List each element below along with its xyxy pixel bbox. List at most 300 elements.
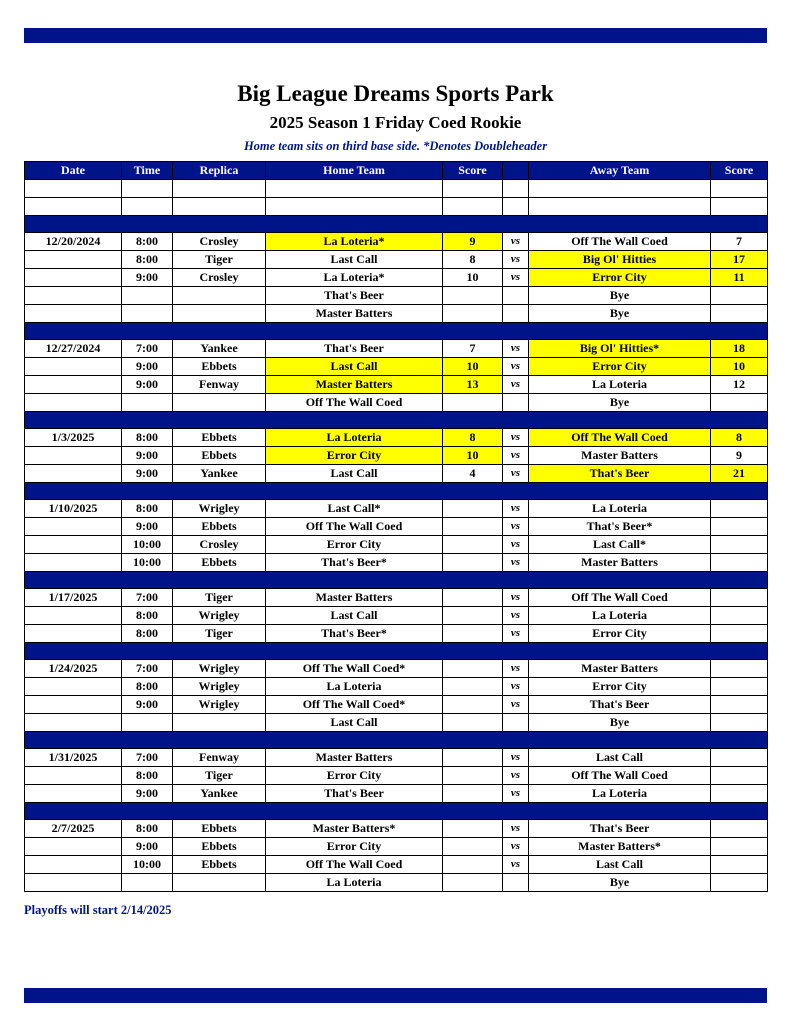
vs-cell: vs (503, 607, 529, 625)
away-team-cell: Big Ol' Hitties (529, 251, 711, 269)
home-score-cell (443, 696, 503, 714)
home-score-cell (443, 305, 503, 323)
vs-cell (503, 394, 529, 412)
time-cell: 10:00 (122, 536, 173, 554)
home-score-cell: 8 (443, 429, 503, 447)
away-team-cell: Off The Wall Coed (529, 767, 711, 785)
away-score-cell: 18 (711, 340, 768, 358)
replica-cell: Ebbets (173, 838, 266, 856)
away-score-cell: 11 (711, 269, 768, 287)
time-cell: 9:00 (122, 838, 173, 856)
home-score-cell (443, 785, 503, 803)
home-team-cell: Master Batters (266, 305, 443, 323)
home-score-cell (443, 820, 503, 838)
game-row (25, 465, 768, 483)
replica-cell: Crosley (173, 269, 266, 287)
home-team-cell: Error City (266, 838, 443, 856)
home-team-cell: Off The Wall Coed (266, 518, 443, 536)
away-team-cell: La Loteria (529, 607, 711, 625)
date-cell (25, 714, 122, 732)
date-cell (25, 554, 122, 572)
time-cell: 9:00 (122, 696, 173, 714)
replica-cell: Fenway (173, 376, 266, 394)
date-cell (25, 625, 122, 643)
date-cell (25, 607, 122, 625)
column-header-replica: Replica (173, 162, 266, 180)
home-score-cell (443, 749, 503, 767)
away-team-cell: Bye (529, 305, 711, 323)
replica-cell: Yankee (173, 465, 266, 483)
top-divider-bar (24, 28, 767, 43)
time-cell (122, 305, 173, 323)
home-team-cell: Error City (266, 767, 443, 785)
home-score-cell: 4 (443, 465, 503, 483)
home-team-cell (266, 180, 443, 198)
time-cell (122, 180, 173, 198)
game-row (25, 340, 768, 358)
time-cell: 9:00 (122, 785, 173, 803)
vs-cell: vs (503, 660, 529, 678)
home-team-cell: Master Batters (266, 376, 443, 394)
separator-cell (25, 323, 768, 340)
home-team-cell: Last Call* (266, 500, 443, 518)
home-score-cell (443, 625, 503, 643)
replica-cell: Yankee (173, 340, 266, 358)
away-team-cell: La Loteria (529, 376, 711, 394)
away-score-cell: 7 (711, 233, 768, 251)
vs-cell: vs (503, 749, 529, 767)
vs-cell (503, 198, 529, 216)
time-cell: 8:00 (122, 767, 173, 785)
page-subtitle: 2025 Season 1 Friday Coed Rookie (269, 113, 522, 132)
vs-cell: vs (503, 358, 529, 376)
game-row (25, 749, 768, 767)
game-row (25, 696, 768, 714)
away-score-cell (711, 554, 768, 572)
away-team-cell: La Loteria (529, 500, 711, 518)
separator-row (25, 483, 768, 500)
game-row (25, 358, 768, 376)
away-score-cell (711, 500, 768, 518)
vs-cell: vs (503, 376, 529, 394)
away-score-cell (711, 198, 768, 216)
vs-cell: vs (503, 678, 529, 696)
home-score-cell: 7 (443, 340, 503, 358)
away-team-cell: Big Ol' Hitties* (529, 340, 711, 358)
separator-cell (25, 412, 768, 429)
page-title: Big League Dreams Sports Park (237, 81, 554, 106)
column-header-away-team: Away Team (529, 162, 711, 180)
replica-cell: Wrigley (173, 696, 266, 714)
time-cell: 8:00 (122, 607, 173, 625)
home-score-cell: 10 (443, 269, 503, 287)
home-score-cell (443, 660, 503, 678)
home-score-cell: 8 (443, 251, 503, 269)
away-score-cell (711, 785, 768, 803)
time-cell (122, 287, 173, 305)
away-team-cell: Error City (529, 678, 711, 696)
away-team-cell: Off The Wall Coed (529, 233, 711, 251)
time-cell: 7:00 (122, 749, 173, 767)
away-team-cell: Last Call* (529, 536, 711, 554)
vs-cell: vs (503, 233, 529, 251)
empty-row (25, 198, 768, 216)
date-cell: 1/10/2025 (25, 500, 122, 518)
time-cell (122, 874, 173, 892)
replica-cell: Crosley (173, 233, 266, 251)
home-team-cell: Off The Wall Coed (266, 856, 443, 874)
home-score-cell (443, 518, 503, 536)
game-row (25, 269, 768, 287)
replica-cell: Ebbets (173, 856, 266, 874)
vs-cell: vs (503, 429, 529, 447)
date-cell (25, 358, 122, 376)
home-score-cell: 10 (443, 447, 503, 465)
away-score-cell (711, 518, 768, 536)
time-cell: 8:00 (122, 429, 173, 447)
time-cell: 8:00 (122, 251, 173, 269)
home-team-cell: Last Call (266, 251, 443, 269)
separator-row (25, 572, 768, 589)
date-cell (25, 518, 122, 536)
time-cell: 9:00 (122, 269, 173, 287)
vs-cell: vs (503, 518, 529, 536)
away-score-cell (711, 625, 768, 643)
away-team-cell: Error City (529, 625, 711, 643)
home-team-cell: Off The Wall Coed* (266, 696, 443, 714)
away-score-cell (711, 305, 768, 323)
home-team-cell: Master Batters (266, 589, 443, 607)
date-cell (25, 874, 122, 892)
away-score-cell (711, 714, 768, 732)
game-row (25, 607, 768, 625)
date-cell: 2/7/2025 (25, 820, 122, 838)
home-score-cell (443, 678, 503, 696)
away-score-cell: 21 (711, 465, 768, 483)
date-cell (25, 251, 122, 269)
home-score-cell (443, 856, 503, 874)
date-cell: 12/20/2024 (25, 233, 122, 251)
time-cell: 7:00 (122, 589, 173, 607)
home-score-cell: 13 (443, 376, 503, 394)
home-team-cell: Last Call (266, 358, 443, 376)
time-cell (122, 198, 173, 216)
separator-row (25, 323, 768, 340)
vs-cell: vs (503, 696, 529, 714)
schedule-body (25, 180, 768, 892)
replica-cell: Wrigley (173, 607, 266, 625)
home-team-note: Home team sits on third base side. *Denotes Doubleheader (243, 139, 548, 153)
away-score-cell (711, 607, 768, 625)
date-cell: 1/17/2025 (25, 589, 122, 607)
vs-cell: vs (503, 340, 529, 358)
bye-row (25, 874, 768, 892)
away-score-cell: 10 (711, 358, 768, 376)
away-score-cell (711, 536, 768, 554)
time-cell: 9:00 (122, 518, 173, 536)
time-cell (122, 714, 173, 732)
schedule-table (24, 161, 768, 892)
home-score-cell (443, 714, 503, 732)
away-team-cell: Last Call (529, 856, 711, 874)
replica-cell: Yankee (173, 785, 266, 803)
replica-cell (173, 198, 266, 216)
replica-cell: Tiger (173, 625, 266, 643)
game-row (25, 820, 768, 838)
header-row (25, 162, 768, 180)
time-cell: 7:00 (122, 660, 173, 678)
away-score-cell (711, 820, 768, 838)
away-score-cell: 17 (711, 251, 768, 269)
date-cell (25, 305, 122, 323)
home-team-cell: Last Call (266, 465, 443, 483)
column-header-home-team: Home Team (266, 162, 443, 180)
home-team-cell: La Loteria (266, 678, 443, 696)
date-cell (25, 465, 122, 483)
date-cell (25, 678, 122, 696)
game-row (25, 429, 768, 447)
vs-cell (503, 180, 529, 198)
game-row (25, 767, 768, 785)
date-cell (25, 447, 122, 465)
separator-cell (25, 803, 768, 820)
away-score-cell (711, 180, 768, 198)
home-team-cell: That's Beer (266, 785, 443, 803)
game-row (25, 678, 768, 696)
game-row (25, 376, 768, 394)
home-score-cell (443, 607, 503, 625)
away-team-cell: That's Beer (529, 696, 711, 714)
game-row (25, 518, 768, 536)
game-row (25, 660, 768, 678)
home-team-cell: Last Call (266, 607, 443, 625)
column-header-away-score: Score (711, 162, 768, 180)
away-score-cell (711, 874, 768, 892)
home-score-cell: 10 (443, 358, 503, 376)
away-team-cell: That's Beer (529, 820, 711, 838)
vs-cell: vs (503, 589, 529, 607)
separator-cell (25, 732, 768, 749)
empty-row (25, 180, 768, 198)
home-team-cell: La Loteria (266, 429, 443, 447)
replica-cell (173, 287, 266, 305)
game-row (25, 589, 768, 607)
replica-cell: Wrigley (173, 500, 266, 518)
playoffs-note: Playoffs will start 2/14/2025 (24, 903, 172, 917)
date-cell (25, 376, 122, 394)
date-cell: 1/24/2025 (25, 660, 122, 678)
replica-cell: Crosley (173, 536, 266, 554)
schedule-sheet (24, 43, 767, 918)
home-team-cell: Off The Wall Coed* (266, 660, 443, 678)
away-score-cell: 8 (711, 429, 768, 447)
home-score-cell: 9 (443, 233, 503, 251)
replica-cell: Fenway (173, 749, 266, 767)
vs-cell (503, 305, 529, 323)
replica-cell (173, 874, 266, 892)
home-team-cell: That's Beer (266, 340, 443, 358)
separator-row (25, 412, 768, 429)
vs-cell: vs (503, 767, 529, 785)
time-cell: 7:00 (122, 340, 173, 358)
time-cell: 9:00 (122, 447, 173, 465)
away-team-cell: La Loteria (529, 785, 711, 803)
home-team-cell: Error City (266, 536, 443, 554)
vs-cell: vs (503, 465, 529, 483)
replica-cell: Ebbets (173, 518, 266, 536)
home-team-cell: Master Batters (266, 749, 443, 767)
home-team-cell: La Loteria* (266, 269, 443, 287)
away-score-cell (711, 660, 768, 678)
away-team-cell: Off The Wall Coed (529, 429, 711, 447)
home-score-cell (443, 536, 503, 554)
game-row (25, 785, 768, 803)
separator-cell (25, 483, 768, 500)
replica-cell (173, 394, 266, 412)
date-cell (25, 180, 122, 198)
date-cell (25, 287, 122, 305)
home-score-cell (443, 838, 503, 856)
replica-cell (173, 305, 266, 323)
time-cell: 10:00 (122, 856, 173, 874)
replica-cell: Tiger (173, 251, 266, 269)
replica-cell: Ebbets (173, 429, 266, 447)
replica-cell: Wrigley (173, 678, 266, 696)
game-row (25, 856, 768, 874)
home-team-cell: That's Beer* (266, 554, 443, 572)
date-cell (25, 394, 122, 412)
away-score-cell (711, 696, 768, 714)
replica-cell: Tiger (173, 767, 266, 785)
away-team-cell: Master Batters* (529, 838, 711, 856)
away-score-cell (711, 749, 768, 767)
replica-cell: Ebbets (173, 358, 266, 376)
replica-cell: Ebbets (173, 447, 266, 465)
date-cell (25, 838, 122, 856)
time-cell: 10:00 (122, 554, 173, 572)
away-team-cell: That's Beer (529, 465, 711, 483)
home-score-cell (443, 394, 503, 412)
away-team-cell (529, 198, 711, 216)
away-team-cell: Bye (529, 714, 711, 732)
time-cell: 8:00 (122, 820, 173, 838)
column-header-home-score: Score (443, 162, 503, 180)
away-score-cell: 12 (711, 376, 768, 394)
column-header-vs (503, 162, 529, 180)
bottom-divider-bar (24, 988, 767, 1003)
away-team-cell: Error City (529, 358, 711, 376)
home-score-cell (443, 198, 503, 216)
home-team-cell (266, 198, 443, 216)
vs-cell (503, 714, 529, 732)
away-team-cell: Error City (529, 269, 711, 287)
away-team-cell: Bye (529, 287, 711, 305)
date-cell (25, 198, 122, 216)
date-cell (25, 767, 122, 785)
time-cell: 9:00 (122, 358, 173, 376)
time-cell: 8:00 (122, 678, 173, 696)
replica-cell: Ebbets (173, 554, 266, 572)
vs-cell: vs (503, 500, 529, 518)
home-team-cell: Last Call (266, 714, 443, 732)
bye-row (25, 305, 768, 323)
game-row (25, 251, 768, 269)
separator-cell (25, 572, 768, 589)
vs-cell: vs (503, 251, 529, 269)
away-team-cell: That's Beer* (529, 518, 711, 536)
home-score-cell (443, 874, 503, 892)
game-row (25, 838, 768, 856)
away-score-cell: 9 (711, 447, 768, 465)
replica-cell (173, 714, 266, 732)
home-team-cell: Master Batters* (266, 820, 443, 838)
away-score-cell (711, 856, 768, 874)
home-team-cell: Error City (266, 447, 443, 465)
vs-cell: vs (503, 554, 529, 572)
vs-cell: vs (503, 820, 529, 838)
separator-row (25, 643, 768, 660)
date-cell: 1/3/2025 (25, 429, 122, 447)
away-score-cell (711, 589, 768, 607)
home-score-cell (443, 589, 503, 607)
away-team-cell: Bye (529, 874, 711, 892)
home-score-cell (443, 500, 503, 518)
date-cell (25, 785, 122, 803)
game-row (25, 554, 768, 572)
game-row (25, 447, 768, 465)
home-score-cell (443, 287, 503, 305)
time-cell (122, 394, 173, 412)
replica-cell: Wrigley (173, 660, 266, 678)
column-header-date: Date (25, 162, 122, 180)
vs-cell: vs (503, 785, 529, 803)
bye-row (25, 714, 768, 732)
away-team-cell: Bye (529, 394, 711, 412)
vs-cell (503, 287, 529, 305)
game-row (25, 233, 768, 251)
date-cell (25, 696, 122, 714)
vs-cell (503, 874, 529, 892)
away-score-cell (711, 394, 768, 412)
bye-row (25, 287, 768, 305)
replica-cell (173, 180, 266, 198)
game-row (25, 536, 768, 554)
vs-cell: vs (503, 536, 529, 554)
away-team-cell: Master Batters (529, 447, 711, 465)
home-team-cell: That's Beer* (266, 625, 443, 643)
vs-cell: vs (503, 447, 529, 465)
separator-cell (25, 216, 768, 233)
separator-row (25, 216, 768, 233)
away-score-cell (711, 678, 768, 696)
away-team-cell: Off The Wall Coed (529, 589, 711, 607)
time-cell: 8:00 (122, 233, 173, 251)
away-score-cell (711, 838, 768, 856)
date-cell (25, 856, 122, 874)
time-cell: 9:00 (122, 465, 173, 483)
home-score-cell (443, 180, 503, 198)
vs-cell: vs (503, 269, 529, 287)
away-team-cell: Last Call (529, 749, 711, 767)
time-cell: 8:00 (122, 625, 173, 643)
bye-row (25, 394, 768, 412)
game-row (25, 500, 768, 518)
home-team-cell: La Loteria* (266, 233, 443, 251)
home-team-cell: La Loteria (266, 874, 443, 892)
vs-cell: vs (503, 838, 529, 856)
date-cell (25, 269, 122, 287)
away-team-cell: Master Batters (529, 554, 711, 572)
